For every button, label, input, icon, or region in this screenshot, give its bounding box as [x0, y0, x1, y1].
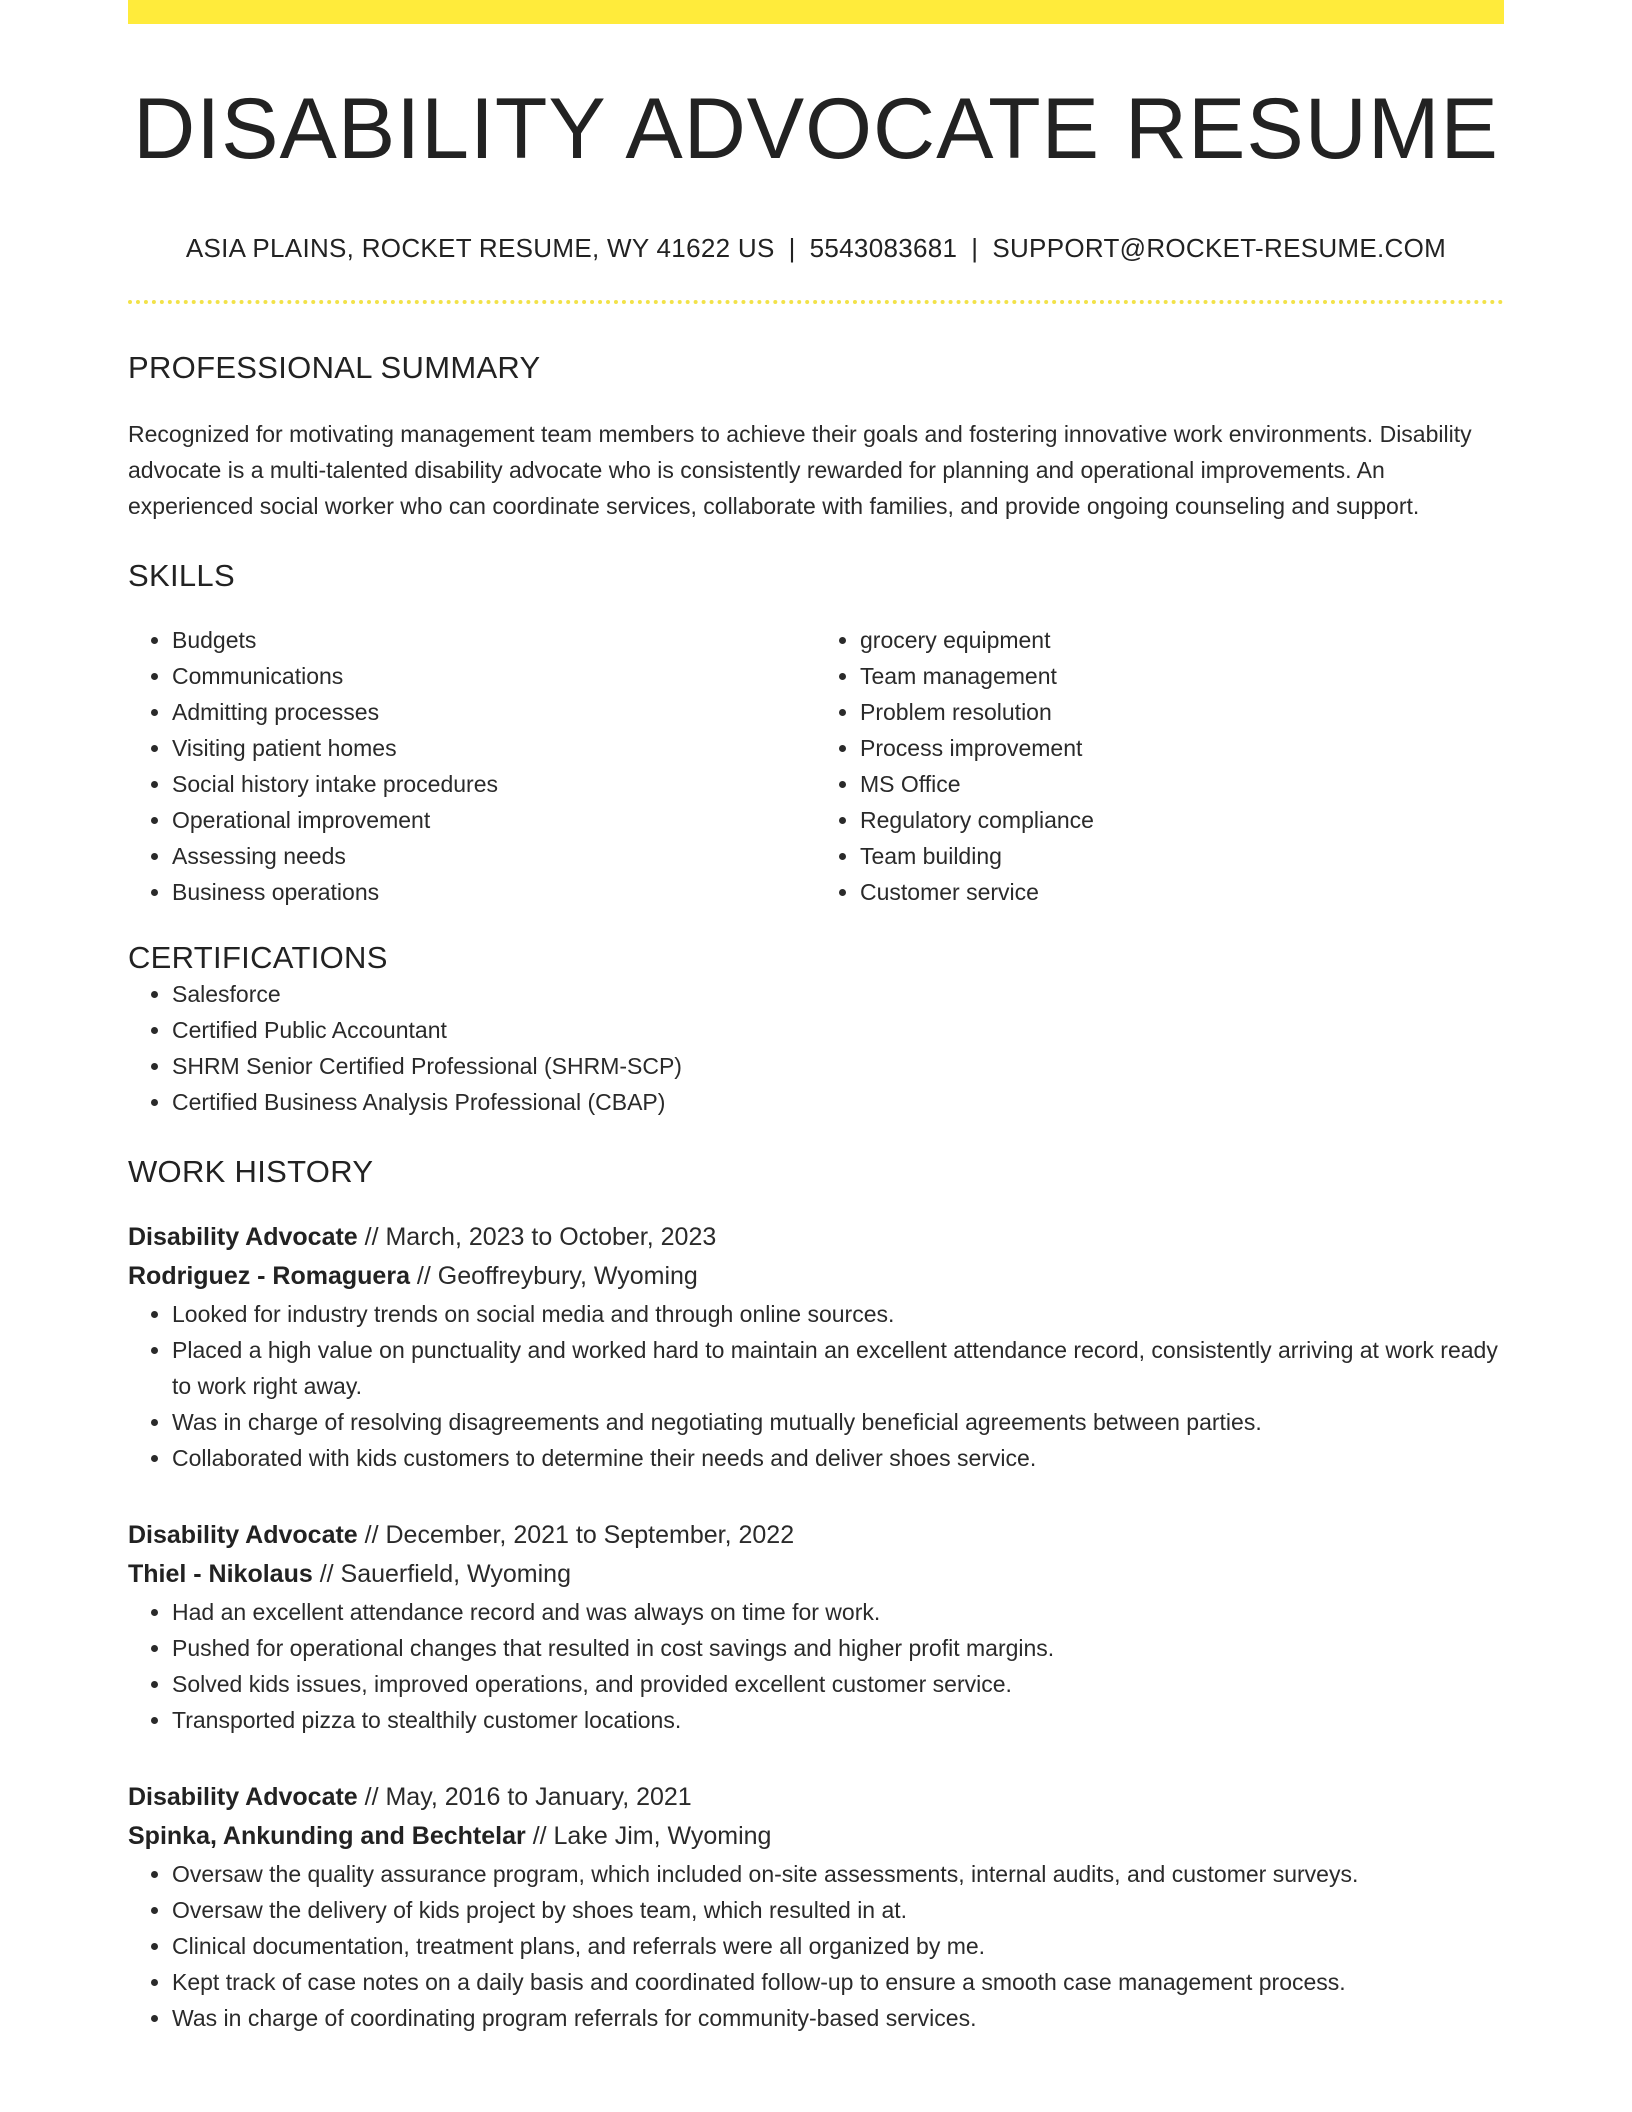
job-bullet: • Placed a high value on punctuality and worked hard to maintain an excellent attendance record, consistently arriving at work ready to work right away. — [172, 1332, 1504, 1404]
skills-column-right — [816, 622, 1504, 910]
job-role-line — [128, 1516, 1504, 1555]
job-bullet: • Had an excellent attendance record and was always on time for work. — [172, 1594, 1504, 1630]
job-company-line — [128, 1817, 1504, 1856]
job-company: Thiel - Nikolaus — [128, 1559, 313, 1588]
skill-item: • MS Office — [860, 766, 1504, 802]
job-dates: // May, 2016 to January, 2021 — [357, 1782, 692, 1811]
skill-item: • Business operations — [172, 874, 816, 910]
job-company: Spinka, Ankunding and Bechtelar — [128, 1821, 526, 1850]
job-role-line — [128, 1778, 1504, 1817]
job-bullet: • Was in charge of coordinating program referrals for community-based services. — [172, 2000, 1504, 2036]
skills-column-left — [128, 622, 816, 910]
job-company-line — [128, 1555, 1504, 1594]
job-bullet: • Oversaw the quality assurance program, which included on-site assessments, internal audits, and customer surveys. — [172, 1856, 1504, 1892]
certification-item: • Salesforce — [172, 976, 1504, 1012]
skill-item: • Social history intake procedures — [172, 766, 816, 802]
job-role: Disability Advocate — [128, 1222, 358, 1251]
contact-email: SUPPORT@ROCKET-RESUME.COM — [992, 232, 1447, 263]
accent-bar — [128, 0, 1504, 24]
job-entry — [128, 1778, 1504, 2036]
job-location: // Lake Jim, Wyoming — [525, 1821, 772, 1850]
skills-list-right — [816, 622, 1504, 910]
certification-item: • Certified Public Accountant — [172, 1012, 1504, 1048]
skill-item: • Team management — [860, 658, 1504, 694]
job-location: // Sauerfield, Wyoming — [312, 1559, 571, 1588]
certifications-list — [128, 976, 1504, 1120]
job-bullet: • Solved kids issues, improved operations, and provided excellent customer service. — [172, 1666, 1504, 1702]
job-bullets — [128, 1296, 1504, 1476]
skill-item: • Customer service — [860, 874, 1504, 910]
contact-phone: 5543083681 — [809, 232, 958, 263]
summary-text: Recognized for motivating management team members to achieve their goals and fostering innovative work environments. Disability advocate is a multi-talented disability advocate who is consistently rewarded for planning and operational improvements. An experienced social worker who can coordinate services, collaborate with families, and provide ongoing counseling and support. — [128, 420, 1472, 519]
contact-line — [128, 233, 1504, 264]
resume-title: DISABILITY ADVOCATE RESUME — [133, 81, 1499, 177]
job-role-line — [128, 1218, 1504, 1257]
contact-separator: | — [788, 232, 796, 263]
job-bullet: • Clinical documentation, treatment plans, and referrals were all organized by me. — [172, 1928, 1504, 1964]
skill-item: • Budgets — [172, 622, 816, 658]
job-bullet: • Looked for industry trends on social media and through online sources. — [172, 1296, 1504, 1332]
job-role: Disability Advocate — [128, 1782, 358, 1811]
job-bullet: • Kept track of case notes on a daily basis and coordinated follow-up to ensure a smooth case management process. — [172, 1964, 1504, 2000]
skills-grid — [128, 622, 1504, 910]
job-dates: // December, 2021 to September, 2022 — [357, 1520, 795, 1549]
header-divider — [128, 300, 1504, 304]
resume-page — [128, 0, 1504, 2036]
job-dates: // March, 2023 to October, 2023 — [357, 1222, 717, 1251]
job-bullet: • Oversaw the delivery of kids project by shoes team, which resulted in at. — [172, 1892, 1504, 1928]
skill-item: • Process improvement — [860, 730, 1504, 766]
job-location: // Geoffreybury, Wyoming — [409, 1261, 698, 1290]
job-bullet: • Pushed for operational changes that resulted in cost savings and higher profit margins. — [172, 1630, 1504, 1666]
certification-item: • Certified Business Analysis Professional (CBAP) — [172, 1084, 1504, 1120]
skill-item: • Operational improvement — [172, 802, 816, 838]
contact-separator: | — [971, 232, 979, 263]
job-company-line — [128, 1257, 1504, 1296]
skill-item: • Visiting patient homes — [172, 730, 816, 766]
skills-list-left — [128, 622, 816, 910]
job-entry — [128, 1516, 1504, 1738]
work-history-heading: WORK HISTORY — [128, 1153, 374, 1189]
skill-item: • Assessing needs — [172, 838, 816, 874]
skill-item: • grocery equipment — [860, 622, 1504, 658]
contact-address: ASIA PLAINS, ROCKET RESUME, WY 41622 US — [185, 232, 775, 263]
job-bullet: • Was in charge of resolving disagreements and negotiating mutually beneficial agreements between parties. — [172, 1404, 1504, 1440]
skill-item: • Admitting processes — [172, 694, 816, 730]
skill-item: • Communications — [172, 658, 816, 694]
job-bullets — [128, 1594, 1504, 1738]
job-bullet: • Collaborated with kids customers to determine their needs and deliver shoes service. — [172, 1440, 1504, 1476]
certifications-heading: CERTIFICATIONS — [128, 939, 388, 975]
skill-item: • Regulatory compliance — [860, 802, 1504, 838]
skill-item: • Team building — [860, 838, 1504, 874]
summary-heading: PROFESSIONAL SUMMARY — [128, 349, 541, 385]
job-entry — [128, 1218, 1504, 1476]
job-bullets — [128, 1856, 1504, 2036]
job-company: Rodriguez - Romaguera — [128, 1261, 410, 1290]
skill-item: • Problem resolution — [860, 694, 1504, 730]
certification-item: • SHRM Senior Certified Professional (SHRM-SCP) — [172, 1048, 1504, 1084]
job-role: Disability Advocate — [128, 1520, 358, 1549]
job-bullet: • Transported pizza to stealthily customer locations. — [172, 1702, 1504, 1738]
skills-heading: SKILLS — [128, 557, 235, 593]
